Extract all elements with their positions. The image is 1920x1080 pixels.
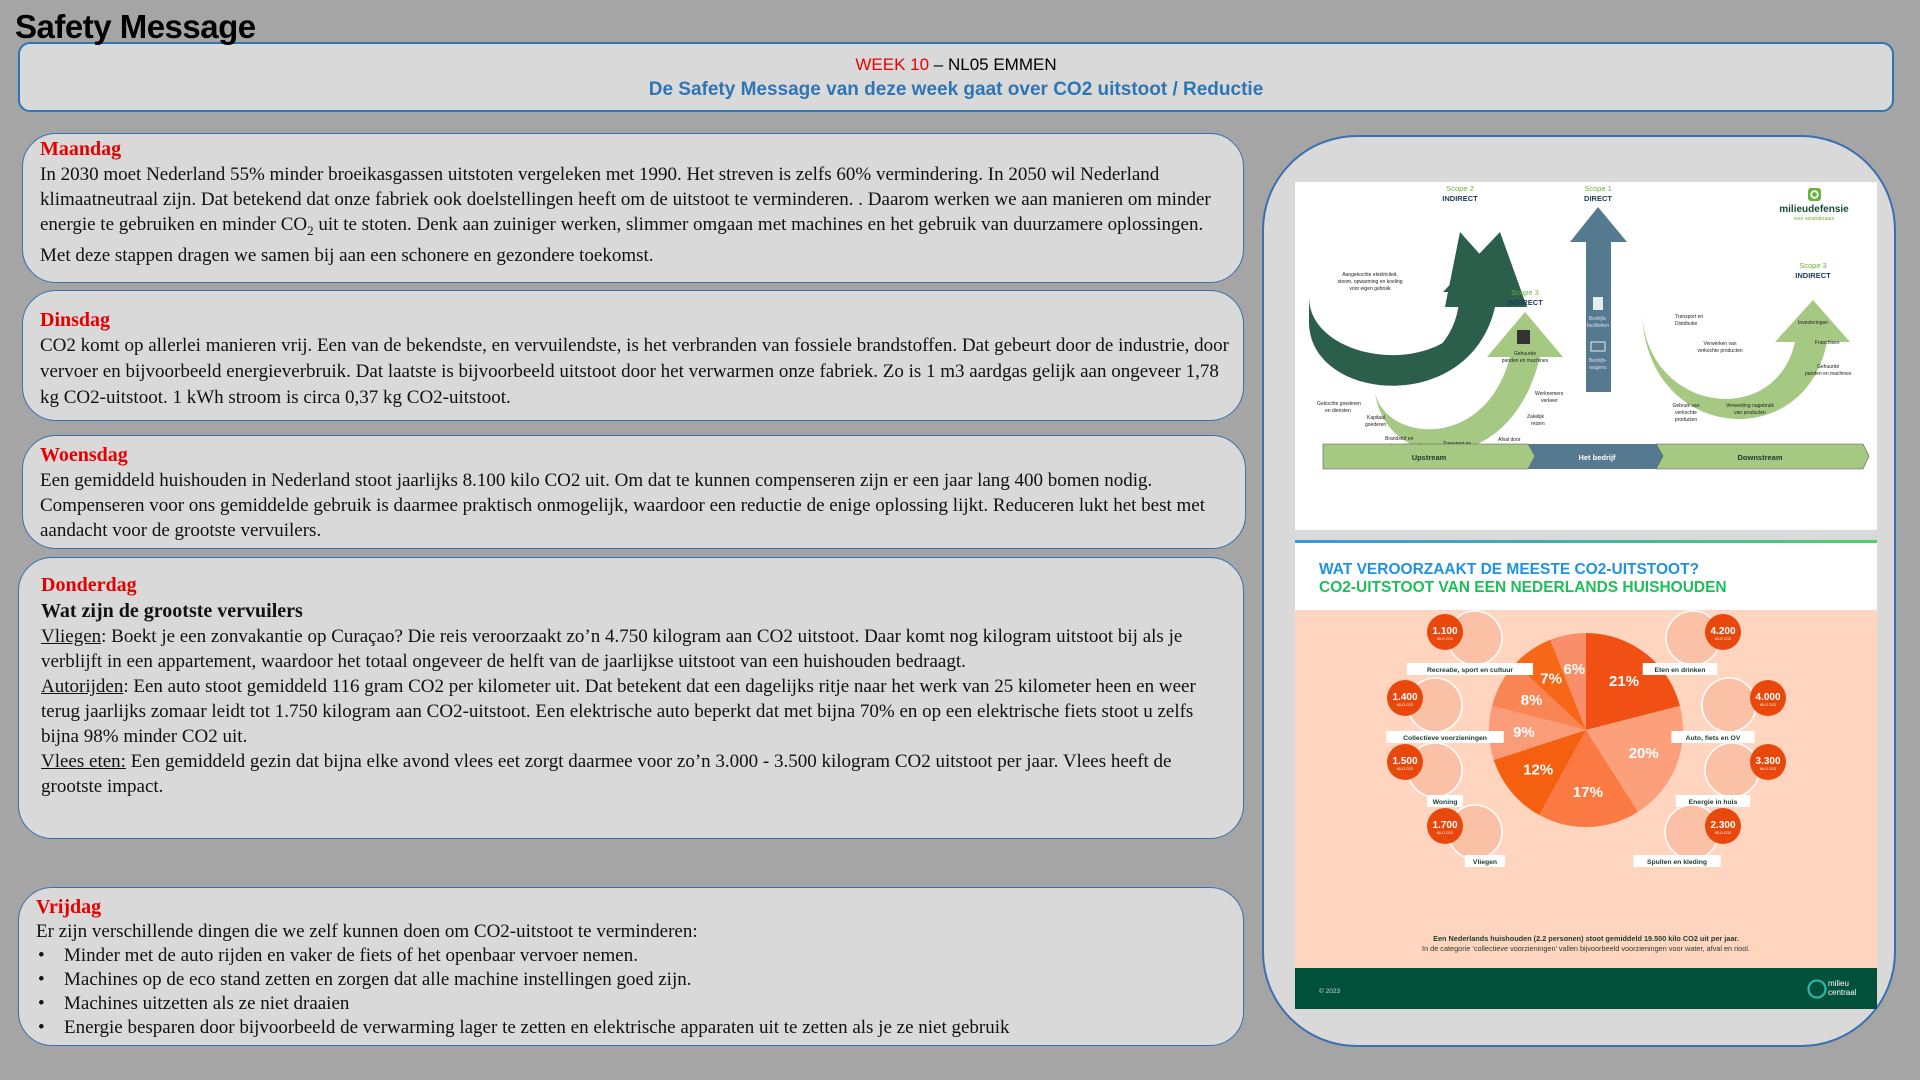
scope1-item: faciliteiten (1586, 323, 1610, 329)
scope3-up-item: Gekochte goederen (1317, 401, 1361, 407)
day-text: Een gemiddeld huishouden in Nederland stoot jaarlijks 8.100 kilo CO2 uit. Om dat te kunnen compenseren zijn er een jaar lang 400 bomen nodig. Compenseren voor ons gemiddelde gebruik is daarmee praktisch onmogelijk, waardoor een reductie de enige oplossing lijkt. Reduceren lukt het best met aandacht voor de grootste vervuilers. (40, 470, 1206, 541)
day-title: Vrijdag (36, 896, 102, 918)
category-label: Auto, fiets en OV (1685, 735, 1741, 742)
scope3-down-item: Gebruik van (1672, 403, 1700, 409)
scope3-down-item: Verwerking nagebruik (1725, 403, 1775, 409)
facility-icon (1593, 297, 1603, 310)
kilo-value: 1.500 (1392, 756, 1418, 767)
scope3-down-type: INDIRECT (1795, 271, 1831, 280)
tip-item: • Machines op de eco stand zetten en zorgen dat alle machine instellingen goed zijn. (36, 968, 1229, 992)
header-subtitle: De Safety Message van deze week gaat over CO2 uitstoot / Reductie (648, 79, 1264, 100)
item-label: Autorijden (41, 676, 124, 697)
pie-percent-label: 8% (1520, 692, 1543, 710)
kilo-value: 1.400 (1392, 692, 1418, 703)
scope3-up-item: Kapitaal (1367, 415, 1386, 421)
kilo-unit: KILO CO2 (1396, 703, 1414, 707)
category-icon (1705, 743, 1759, 797)
logo-icon (1808, 188, 1821, 201)
scope3-down-item: Gehuurde (1817, 364, 1840, 370)
scope3-down-item: van producten (1734, 410, 1766, 416)
footnote: Een Nederlands huishouden (2.2 personen) stoot gemiddeld 19.500 kilo CO2 uit per jaar. (1433, 934, 1739, 943)
co2-infographic-svg (1295, 540, 1877, 1009)
scope-diagram (1295, 182, 1877, 530)
brand-text: centraal (1828, 988, 1857, 997)
scope2-desc: Aangekochte elektriciteit, (1342, 272, 1398, 278)
scope3-up-label: Scope 3 (1511, 288, 1539, 297)
logo-tagline: voor veranderaars (1793, 216, 1835, 222)
scope3-down-item: producten (1674, 417, 1698, 423)
scope3-up-item: Brandstof en (1385, 436, 1414, 442)
scope3-up-item: Afval door (1498, 437, 1521, 443)
kilo-unit: KILO CO2 (1759, 703, 1777, 707)
scope3-down-item: Transport en (1675, 314, 1704, 320)
scope3-down-item: Franchises (1815, 340, 1840, 346)
pie-percent-label: 20% (1628, 744, 1659, 762)
location-label: NL05 EMMEN (947, 55, 1057, 74)
item-vlees-eten (41, 749, 1229, 799)
pie-percent-label: 17% (1572, 784, 1603, 802)
page-title: Safety Message (15, 8, 256, 45)
tip-item: • Energie besparen door bijvoorbeeld de verwarming lager te zetten en elektrische apparaten uit te zetten als je ze niet gebruik (36, 1016, 1229, 1040)
scope3-down-item: Distributie (1675, 321, 1698, 327)
scope3-up-item: goederen (1365, 422, 1387, 428)
category-label: Woning (1432, 799, 1458, 806)
kilo-unit: KILO CO2 (1396, 767, 1414, 771)
day-card-vrijdag (18, 887, 1244, 1046)
tip-item: • Machines uitzetten als ze niet draaien (36, 992, 1229, 1016)
day-text (40, 162, 1229, 268)
day-title: Woensdag (40, 444, 128, 466)
kilo-value: 1.100 (1432, 626, 1458, 637)
category-label: Spullen en kleding (1646, 859, 1708, 866)
logo-text: milieudefensie (1779, 204, 1849, 215)
footnote: In de categorie ‘collectieve voorzieningen’ vallen bijvoorbeeld voorzieningen voor water, afval en riool. (1422, 944, 1750, 953)
scope3-down-item: verkochte producten (1697, 348, 1743, 354)
subscript: 2 (307, 222, 314, 238)
scope2-label: Scope 2 (1446, 184, 1474, 193)
pie-percent-label: 9% (1513, 723, 1535, 741)
scope3-down-item: panden en machines (1805, 371, 1852, 377)
kilo-unit: KILO CO2 (1714, 831, 1732, 835)
downstream-label: Downstream (1737, 453, 1783, 462)
kilo-unit: KILO CO2 (1436, 637, 1454, 641)
infographic-subtitle: CO2-UITSTOOT VAN EEN NEDERLANDS HUISHOUDEN (1319, 579, 1727, 596)
item-text: Een gemiddeld gezin dat bijna elke avond vlees eet zorgt daarmee voor zo’n 3.000 - 3.500 kilogram CO2 uitstoot per jaar. Vlees heeft de grootste impact. (41, 751, 1172, 797)
scope3-up-type: INDIRECT (1507, 298, 1543, 307)
top-gradient-line (1295, 540, 1877, 543)
day-text: CO2 komt op allerlei manieren vrij. Een van de bekendste, en vervuilendste, is het verbranden van fossiele brandstoffen. Dat gebeurt door de industrie, door vervoer en bijvoorbeeld energieverbruik. Dat laatste is bijvoorbeeld uitstoot door het verwarmen onze fabriek. Zo is 1 m3 aardgas gelijk aan ongeveer 1,78 kg CO2-uitstoot. 1 kWh stroom is circa 0,37 kg CO2-uitstoot. (40, 335, 1229, 408)
scope1-item: Bedrijfs- (1588, 316, 1608, 322)
separator: – (929, 55, 948, 74)
scope3-down-label: Scope 3 (1799, 261, 1827, 270)
scope1-type: DIRECT (1584, 194, 1612, 203)
item-text: : Boekt je een zonvakantie op Curaçao? Die reis veroorzaakt zo’n 4.750 kilogram aan CO2 uitstoot. Daar komt nog kilogram uitstoot bij als je verblijft in een appartement, waardoor het totaal ongeveer de helft van de jaarlijkse uitstoot van een huishouden bedraagt. (41, 626, 1183, 672)
scope3-up-item: verkeer (1541, 398, 1558, 404)
kilo-value: 3.300 (1755, 756, 1781, 767)
value-chain-bar (1323, 444, 1869, 469)
text-part: uit te stoten. Denk aan zuiniger werken, slimmer omgaan met machines en het gebruik van duurzamere oplossingen. Met deze stappen dragen we samen bij aan een schonere en gezondere toekomst. (40, 214, 1204, 266)
item-label: Vlees eten: (41, 751, 126, 772)
infographic-footer (1295, 968, 1877, 1009)
scope3-up-item: panden en machines (1501, 358, 1549, 364)
scope3-up-item: reizen (1531, 421, 1545, 427)
category-label: Collectieve voorzieningen (1403, 735, 1487, 742)
day-subtitle: Wat zijn de grootste vervuilers (41, 600, 303, 622)
kilo-value: 2.300 (1710, 820, 1736, 831)
building-icon (1517, 330, 1530, 344)
item-text: : Een auto stoot gemiddeld 116 gram CO2 per kilometer uit. Dat betekent dat een dagelijks ritje naar het werk van 25 kilometer heen en weer terug jaarlijks zomaar leidt tot 1.750 kilogram aan CO2-uitstoot. Een elektrische auto beperkt dat met bijna 70% en op een elektrische fiets stoot u zelfs bijna 98% minder CO2 uit. (41, 676, 1196, 747)
scope-diagram-svg (1295, 182, 1877, 530)
week-label: WEEK 10 (855, 55, 930, 74)
kilo-value: 1.700 (1432, 820, 1458, 831)
scope3-down-item: Investeringen (1797, 320, 1829, 326)
upstream-label: Upstream (1411, 453, 1447, 462)
pie-chart (1489, 633, 1683, 827)
scope2-type: INDIRECT (1442, 194, 1478, 203)
kilo-unit: KILO CO2 (1714, 637, 1732, 641)
category-label: Recreatie, sport en cultuur (1426, 667, 1514, 674)
scope3-up-item: Werknemers (1535, 391, 1564, 397)
scope3-up-item: Gehuurde (1513, 351, 1537, 357)
pie-percent-label: 7% (1540, 670, 1562, 688)
scope3-downstream-arrow (1642, 261, 1852, 423)
scope2-desc: voor eigen gebruik (1349, 286, 1391, 292)
kilo-unit: KILO CO2 (1759, 767, 1777, 771)
co2-infographic (1295, 540, 1877, 1009)
scope2-desc: stoom, opwarming en koeling (1337, 279, 1403, 285)
category-label: Eten en drinken (1654, 667, 1706, 674)
scope3-down-item: verkochte (1675, 410, 1697, 416)
week-location (20, 55, 1892, 75)
tips-list (36, 944, 1229, 1040)
item-vliegen (41, 624, 1229, 674)
day-card-woensdag (22, 435, 1246, 549)
pie-percent-label: 6% (1563, 661, 1586, 679)
scope3-down-shape (1642, 300, 1850, 419)
company-label: Het bedrijf (1578, 453, 1616, 462)
day-card-dinsdag (22, 290, 1244, 421)
day-title: Dinsdag (40, 309, 111, 331)
text-part: In 2030 moet Nederland 55% minder broeikasgassen uitstoten vergeleken met 1990. Het streven is zelfs 60% vermindering. In 2050 wil Nederland klimaatneutraal zijn. Dat betekend dat onze fabriek ook doelstellingen heeft om de uitstoot te verminderen. . Daarom werken we aan manieren om minder energie te gebruiken en minder CO (40, 164, 1211, 235)
category-label: Vliegen (1472, 859, 1498, 866)
tip-item: • Minder met de auto rijden en vaker de fiets of het openbaar vervoer nemen. (36, 944, 1229, 968)
kilo-value: 4.200 (1710, 626, 1736, 637)
kilo-value: 4.000 (1755, 692, 1781, 703)
day-title: Maandag (40, 138, 122, 160)
scope3-up-item: en diensten (1325, 408, 1351, 414)
scope3-up-item: Zakelijk (1527, 414, 1544, 420)
scope3-down-item: Verwerken van (1703, 341, 1737, 347)
item-autorijden (41, 674, 1229, 749)
scope1-item: Bedrijfs- (1588, 358, 1608, 364)
pie-percent-label: 21% (1609, 672, 1640, 690)
copyright: © 2023 (1319, 988, 1341, 995)
day-title: Donderdag (41, 574, 137, 596)
header-banner (18, 42, 1894, 112)
milieudefensie-logo (1779, 188, 1849, 222)
day-card-maandag (22, 133, 1244, 283)
item-label: Vliegen (41, 626, 102, 647)
infographic-title: WAT VEROORZAAKT DE MEESTE CO2-UITSTOOT? (1319, 561, 1700, 578)
category-icon (1702, 678, 1756, 732)
scope1-item: wagens (1589, 365, 1607, 371)
scope1-arrow (1570, 184, 1627, 392)
day-card-donderdag (18, 557, 1244, 839)
brand-text: milieu (1828, 979, 1849, 988)
scope1-label: Scope 1 (1584, 184, 1612, 193)
kilo-unit: KILO CO2 (1436, 831, 1454, 835)
category-label: Energie in huis (1688, 799, 1738, 806)
day-intro: Er zijn verschillende dingen die we zelf kunnen doen om CO2-uitstoot te verminderen: (36, 921, 698, 942)
pie-percent-label: 12% (1523, 761, 1554, 779)
